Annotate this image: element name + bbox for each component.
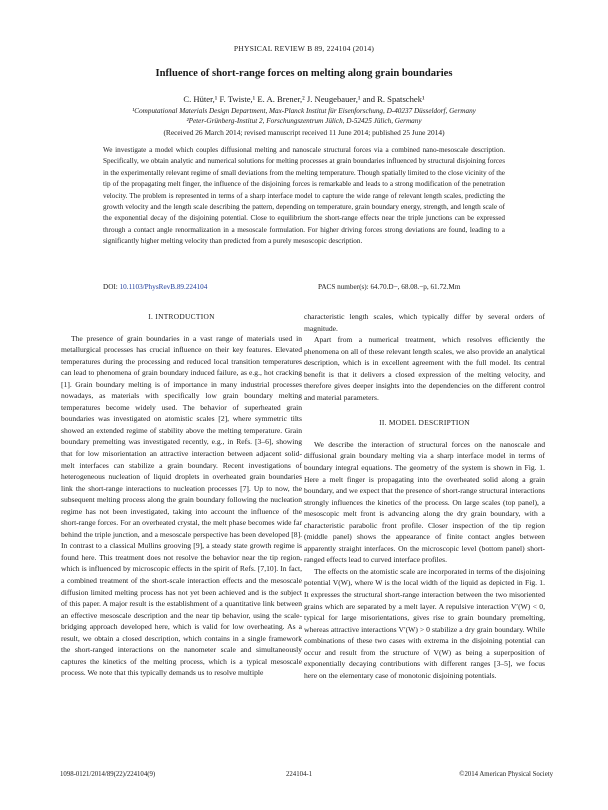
left-column [61,311,302,679]
received-dates: (Received 26 March 2014; revised manuscript received 11 June 2014; published 25 June 2014) [163,128,445,137]
affiliation-2: ²Peter-Grünberg-Institut 2, Forschungszentrum Jülich, D-52425 Jülich, Germany [186,117,422,125]
doi-link[interactable]: 10.1103/PhysRevB.89.224104 [119,283,208,291]
journal-header: PHYSICAL REVIEW B 89, 224104 (2014) [233,44,375,53]
section-heading-introduction: I. INTRODUCTION [148,312,215,321]
intro-paragraph-analytical: Apart from a numerical treatment, which resolves efficiently the phenomena on all of these relevant length scales, we also provide an analytical description, which is in excellent agreement with the full model. Its central benefit is that it delivers a closed expression of the melting velocity, and therefore gives deeper insights into the dependencies on the different control and material parameters. [304,335,545,402]
footer-page-number: 224104-1 [286,771,313,778]
model-paragraph-geometry: We describe the interaction of structural forces on the nanoscale and diffusional grain boundary melting via a sharp interface model in terms of boundary integral equations. The geometry of the system is shown in Fig. 1. Here a melt finger is propagating into the overheated solid along a grain boundary, and we expect that the presence of short-range structural interactions strongly influences the kinetics of the process. On large scales (top panel), a mesoscopic melt front is advancing along the dry grain boundary, with a characteristic parabolic front profile. Closer inspection of the tip region (middle panel) shows the appearance of finite contact angles between apparently straight interfaces. On the microscopic level (bottom panel) short-ranged effects lead to curved interface profiles. [304,439,545,565]
author-list: C. Hüter,¹ F. Twiste,¹ E. A. Brener,² J. Neugebauer,¹ and R. Spatschek¹ [183,94,425,104]
intro-paragraph: The presence of grain boundaries in a vast range of materials used in metallurgical processes has crucial influence on their key features. Elevated temperatures during the processing and reduced local transition temperatures can lead to phenomena of grain boundary induced failure, as e.g., hot cracking [1]. Grain boundary melting is of importance in many industrial processes nowadays, as materials with specifically low grain boundary melting temperatures become widely used. The behavior of superheated grain boundaries was investigated on atomistic scales [2], where symmetric tilts showed an extended regime of stability above the melting temperature. Grain boundary premelting was investigated recently, e.g., in Refs. [3–6], showing that for low misorientation an attractive interaction between adjacent solid-melt interfaces can stabilize a grain boundary. Recent investigations of heterogeneous nucleation of liquid droplets in overheated grain boundaries link the short-range interactions to nucleation processes [7]. Up to now, the subsequent melting process along the grain boundary following the nucleation regime has not been investigated, taking into account the influence of the short-range forces. For an overheated crystal, the melt phase becomes wide far behind the triple junction, and a mesoscale perspective has been developed [8]. In contrast to a classical Mullins grooving [9], a steady state growth regime is found here. This treatment does not resolve the behavior near the tip region, which is influenced by microscopic effects in the spirit of Refs. [7,10]. In fact, a combined treatment of the short-scale interaction effects and the mesoscale diffusion limited melting process has not yet been achieved and is the subject of this paper. A major result is the establishment of a quantitative link between an effective mesoscale description and the near tip behavior, using the scale-bridging approach developed here, which is valid for low overheating. As a result, we obtain a closed description, which contains in a single framework the short-ranged interactions on the nanometer scale and simultaneously captures the kinetics of the melting process, which is a typical mesoscale process. We note that this typically demands us to resolve multiple [61,333,302,678]
doi-label: DOI: [103,283,118,291]
footer-copyright: ©2014 American Physical Society [459,771,553,778]
intro-continued-paragraph: characteristic length scales, which typically differ by several orders of magnitude. [304,312,545,333]
paper-title: Influence of short-range forces on melting along grain boundaries [155,68,453,79]
doi-pacs-line [103,283,505,291]
pacs-numbers: PACS number(s): 64.70.D−, 68.08.−p, 61.72.Mm [318,283,461,291]
affiliation-1: ¹Computational Materials Design Department, Max-Planck Institut für Eisenforschung, D-40237 Düsseldorf, Germany [132,107,476,115]
model-paragraph-disjoining: The effects on the atomistic scale are incorporated in terms of the disjoining potential V(W), where W is the local width of the liquid as depicted in Fig. 1. It expresses the structural short-range interaction between the two misoriented grains which are separated by a melt layer. A repulsive interaction V′(W) < 0, typical for large misorientations, gives rise to grain boundary premelting, whereas attractive interactions V′(W) > 0 stabilize a dry grain boundary. While combinations of these two cases with extrema in the disjoining potential can occur and result from the structure of V(W) as being a superposition of exponentially decaying contributions with different ranges [3–5], we focus here on the elementary case of monotonic disjoining potentials. [304,566,545,680]
section-heading-model: II. MODEL DESCRIPTION [379,418,470,428]
right-column [304,311,545,681]
footer-code: 1098-0121/2014/89(22)/224104(9) [60,771,156,778]
abstract: We investigate a model which couples diffusional melting and nanoscale structural forces via a combined nano-mesoscale description. Specifically, we obtain analytic and numerical solutions for melting processes at grain boundaries influenced by structural disjoining forces in the experimentally relevant regime of small deviations from the melting temperature. Though spatially limited to the close vicinity of the tip of the propagating melt finger, the influence of the disjoining forces is remarkable and leads to a strong modification of the penetration velocity. The problem is represented in terms of a sharp interface model to capture the wide range of relevant length scales, predicting the growth velocity and the length scale describing the pattern, depending on temperature, grain boundary energy, strength, and length scale of the exponential decay of the disjoining potential. Close to equilibrium the short-range effects near the triple junctions can be expressed through a contact angle renormalization in a mesoscale formulation. For higher driving forces strong deviations are found, leading to a significantly higher melting velocity than predicted from a purely mesoscopic description. [103,146,505,246]
